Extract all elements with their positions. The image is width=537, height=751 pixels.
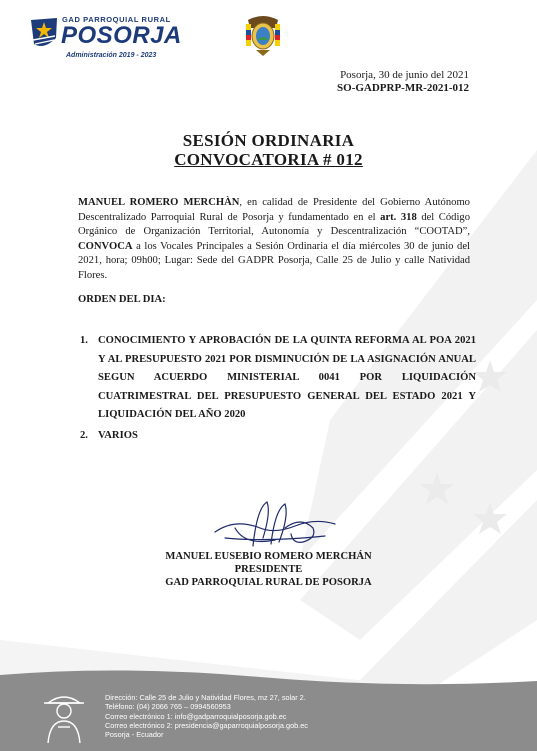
convoca-word: CONVOCA — [78, 240, 133, 252]
document-reference: SO-GADPRP-MR-2021-012 — [337, 82, 469, 94]
footer-phone: Teléfono: (04) 2066 765 – 0994560953 — [105, 702, 231, 712]
ecuador-coat-of-arms-icon — [242, 10, 284, 60]
signatory-title: PRESIDENTE — [234, 564, 303, 575]
footer-email-2[interactable]: Correo electrónico 2: presidencia@gaparroquialposorja.gob.ec — [105, 720, 308, 730]
logo-top-text: GAD PARROQUIAL RURAL — [62, 15, 171, 24]
page-footer — [0, 667, 537, 751]
body-text-3: a los Vocales Principales a Sesión Ordinaria el día miércoles 30 de junio del 2021, hora; 09h00; Lugar: Sede del GADPR Posorja, Calle 25 de Julio y calle Natividad Flores. — [78, 240, 470, 281]
order-heading: ORDEN DEL DIA: — [78, 294, 166, 305]
body-text-1: , en calidad de Presidente del Gobierno Autónomo Descentralizado Parroquial Rural de Posorja y fundamentado en el — [78, 197, 470, 223]
signatory-name: MANUEL EUSEBIO ROMERO MERCHÁN — [165, 551, 372, 562]
signatory-organization: GAD PARROQUIAL RURAL DE POSORJA — [165, 577, 372, 588]
agenda-list — [80, 332, 476, 448]
logo-main-text: POSORJA — [61, 22, 182, 49]
star-shield-icon — [28, 14, 60, 52]
footer-address: Dirección: Calle 25 de Julio y Natividad Flores, mz 27, solar 2. — [105, 693, 306, 702]
agenda-item-number: 2. — [80, 429, 88, 441]
article-reference: art. 318 — [380, 211, 417, 223]
agenda-item-number: 1. — [80, 335, 88, 346]
body-paragraph — [78, 196, 470, 284]
agenda-item-text: CONOCIMIENTO Y APROBACIÓN DE LA QUINTA REFORMA AL POA 2021 Y AL PRESUPUESTO 2021 POR DISMINUCIÓN DE LA ASIGNACIÓN ANUAL SEGUN ACUERDO MINISTERIAL 0041 POR LIQUIDACIÓN CUATRIMESTRAL DEL PRESUPUESTO GENERAL DEL ESTADO 2021 Y LIQUIDACIÓN DEL AÑO 2020 — [98, 335, 476, 421]
handwritten-signature — [205, 498, 355, 554]
agenda-item-text: VARIOS — [98, 429, 138, 441]
footer-email-1[interactable]: Correo electrónico 1: info@gadparroquialposorja.gob.ec — [105, 711, 287, 721]
document-title: SESIÓN ORDINARIA — [182, 131, 355, 150]
logo-sub-text: Administración 2019 - 2023 — [66, 52, 157, 59]
place-date: Posorja, 30 de junio del 2021 — [340, 69, 469, 81]
convener-name: MANUEL ROMERO MERCHÀN — [78, 197, 240, 208]
agenda-item — [80, 427, 476, 446]
footer-contact — [105, 693, 308, 739]
document-subtitle: CONVOCATORIA # 012 — [174, 150, 363, 169]
gad-posorja-logo — [28, 14, 182, 66]
agenda-item — [80, 332, 476, 425]
footer-location: Posorja - Ecuador — [105, 730, 164, 740]
body-text-2: del Código Orgánico de Organización Territorial, Autonomía y Descentralización “COOTAD”, — [78, 211, 470, 238]
fisherman-figure-icon — [40, 689, 88, 745]
